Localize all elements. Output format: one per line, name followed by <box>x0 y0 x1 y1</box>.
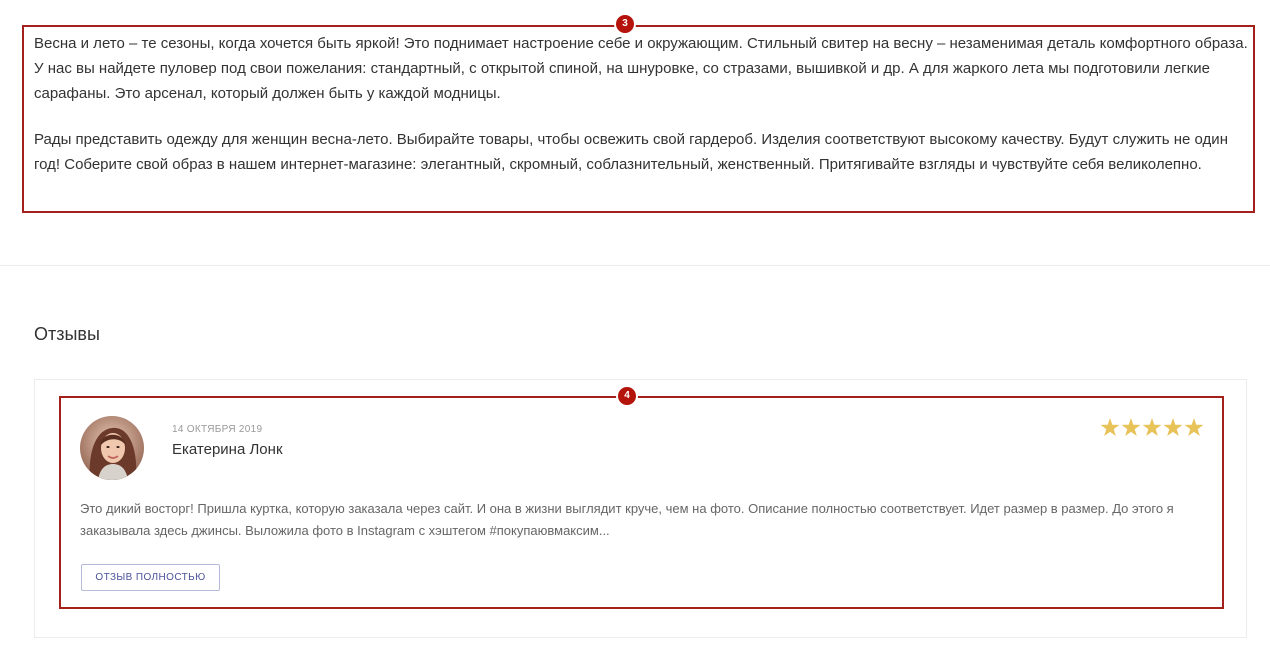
star-icon <box>1184 418 1204 437</box>
description-paragraph-2: Рады представить одежду для женщин весна-лето. Выбирайте товары, чтобы освежить свой гардероб. Изделия соответствуют высокому качеству. Будут служить не один год! Соберите свой образ в нашем интернет-магазине: элегантный, скромный, соблазнительный, женственный. Притягивайте взгляды и чувствуйте себя великолепно. <box>34 131 1228 173</box>
avatar <box>80 416 144 480</box>
category-description <box>34 31 1249 198</box>
star-icon <box>1100 418 1120 437</box>
review-author: Екатерина Лонк <box>172 441 283 458</box>
description-paragraph-1: Весна и лето – те сезоны, когда хочется быть яркой! Это поднимает настроение себе и окружающим. Стильный свитер на весну – незаменимая деталь комфортного образа. У нас вы найдете пуловер под свои пожелания: стандартный, с открытой спиной, на шнуровке, со стразами, вышивкой и др. А для жаркого лета мы подготовили легкие сарафаны. Это арсенал, который должен быть у каждой модницы. <box>34 35 1248 102</box>
annotation-marker-3: 3 <box>616 15 634 33</box>
rating-stars <box>1100 418 1204 437</box>
review-text: Это дикий восторг! Пришла куртка, которую заказала через сайт. И она в жизни выглядит круче, чем на фото. Описание полностью соответствует. Идет размер в размер. До этого я заказывала здесь джинсы. Выложила фото в Instagram с хэштегом #покупаювмаксим... <box>80 501 1174 538</box>
star-icon <box>1142 418 1162 437</box>
reviews-heading: Отзывы <box>34 324 100 344</box>
full-review-button[interactable]: ОТЗЫВ ПОЛНОСТЬЮ <box>81 564 220 591</box>
user-photo-avatar-icon <box>80 416 144 480</box>
star-icon <box>1163 418 1183 437</box>
star-icon <box>1121 418 1141 437</box>
section-divider <box>0 265 1270 266</box>
annotation-marker-4: 4 <box>618 387 636 405</box>
review-date: 14 ОКТЯБРЯ 2019 <box>172 424 263 435</box>
